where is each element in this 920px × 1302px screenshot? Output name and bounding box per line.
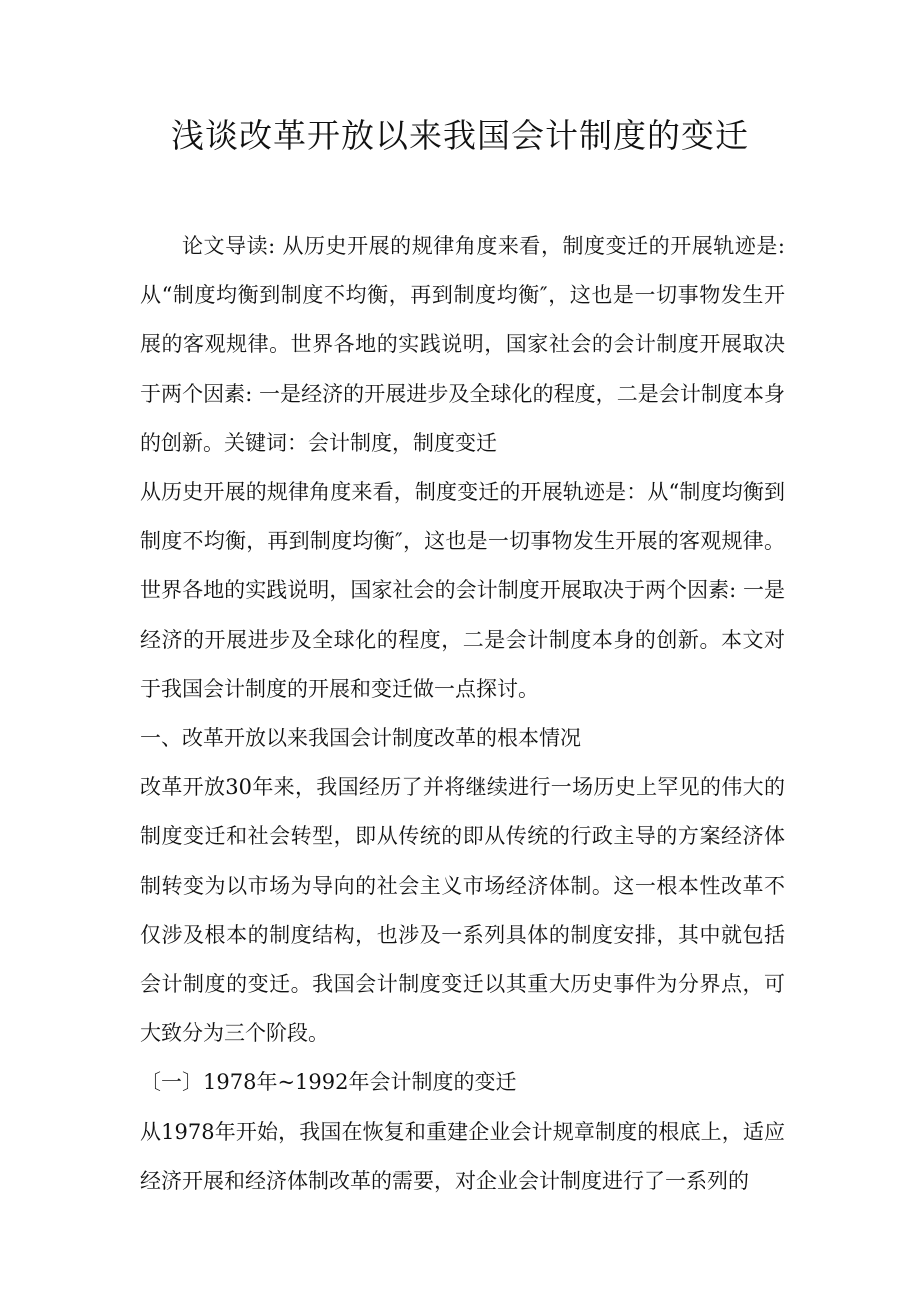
body-paragraph: 改革开放30年来，我国经历了并将继续进行一场历史上罕见的伟大的制度变迁和社会转型，即从传统的即从传统的行政主导的方案经济体制转变为以市场为导向的社会主义市场经济体制。这一根本性改革不仅涉及根本的制度结构，也涉及一系列具体的制度安排，其中就包括会计制度的变迁。我国会计制度变迁以其重大历史事件为分界点，可大致分为三个阶段。: [140, 775, 785, 1046]
document-title: 浅谈改革开放以来我国会计制度的变迁: [171, 116, 749, 155]
document-body: [140, 222, 785, 1206]
body-paragraph: 从1978年开始，我国在恢复和重建企业会计规章制度的根底上，适应经济开展和经济体制改革的需要，对企业会计制度进行了一系列的: [140, 1119, 785, 1193]
intro-paragraph: 从历史开展的规律角度来看，制度变迁的开展轨迹是：从“制度均衡到制度不均衡，再到制度均衡″，这也是一切事物发生开展的客观规律。世界各地的实践说明，国家社会的会计制度开展取决于两个因素: 一是经济的开展进步及全球化的程度，二是会计制度本身的创新。本文对于我国会计制度的开展和变迁做一点探讨。: [140, 480, 785, 701]
subsection-heading: 〔一〕1978年~1992年会计制度的变迁: [140, 1070, 517, 1095]
section-heading: 一、改革开放以来我国会计制度改革的根本情况: [140, 726, 581, 751]
abstract-paragraph: 论文导读: 从历史开展的规律角度来看，制度变迁的开展轨迹是: 从“制度均衡到制度不均衡，再到制度均衡″，这也是一切事物发生开展的客观规律。世界各地的实践说明，国家社会的会计制度开展取决于两个因素: 一是经济的开展进步及全球化的程度，二是会计制度本身的创新。关键词：会计制度，制度变迁: [140, 234, 785, 455]
